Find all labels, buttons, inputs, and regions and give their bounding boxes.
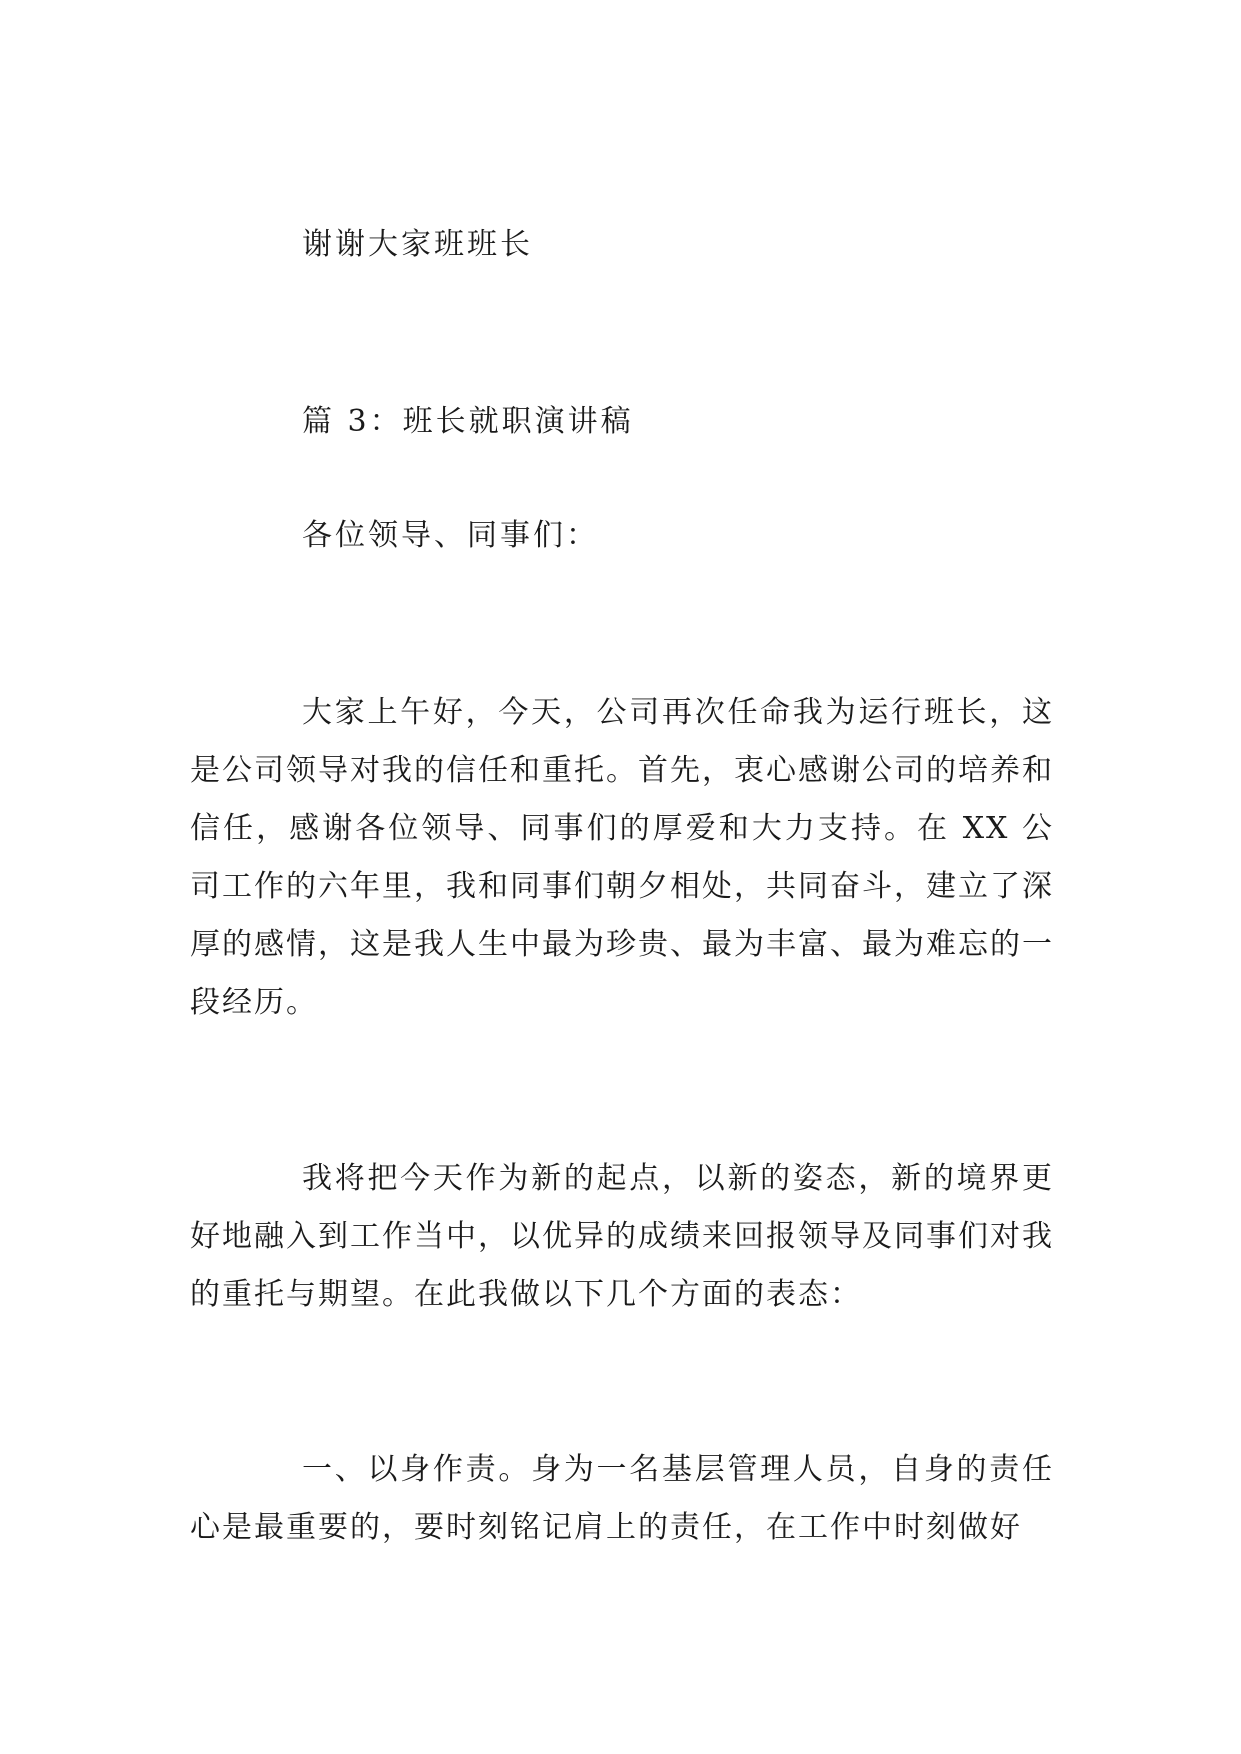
paragraph: 一、以身作责。身为一名基层管理人员，自身的责任心是最重要的，要时刻铭记肩上的责任，在工作中时刻做好 [190, 1452, 1054, 1545]
section-title: 篇 3：班长就职演讲稿 [302, 404, 634, 439]
closing-line: 谢谢大家班班长 [302, 227, 533, 262]
paragraph: 大家上午好，今天，公司再次任命我为运行班长，这是公司领导对我的信任和重托。首先，衷心感谢公司的培养和信任，感谢各位领导、同事们的厚爱和大力支持。在 XX 公司工作的六年里，我和同事们朝夕相处，共同奋斗，建立了深厚的感情，这是我人生中最为珍贵、最为丰富、最为难忘的一段经历。 [190, 695, 1054, 1020]
salutation: 各位领导、同事们： [302, 518, 599, 553]
paragraph: 我将把今天作为新的起点，以新的姿态，新的境界更好地融入到工作当中，以优异的成绩来回报领导及同事们对我的重托与期望。在此我做以下几个方面的表态： [190, 1161, 1054, 1312]
